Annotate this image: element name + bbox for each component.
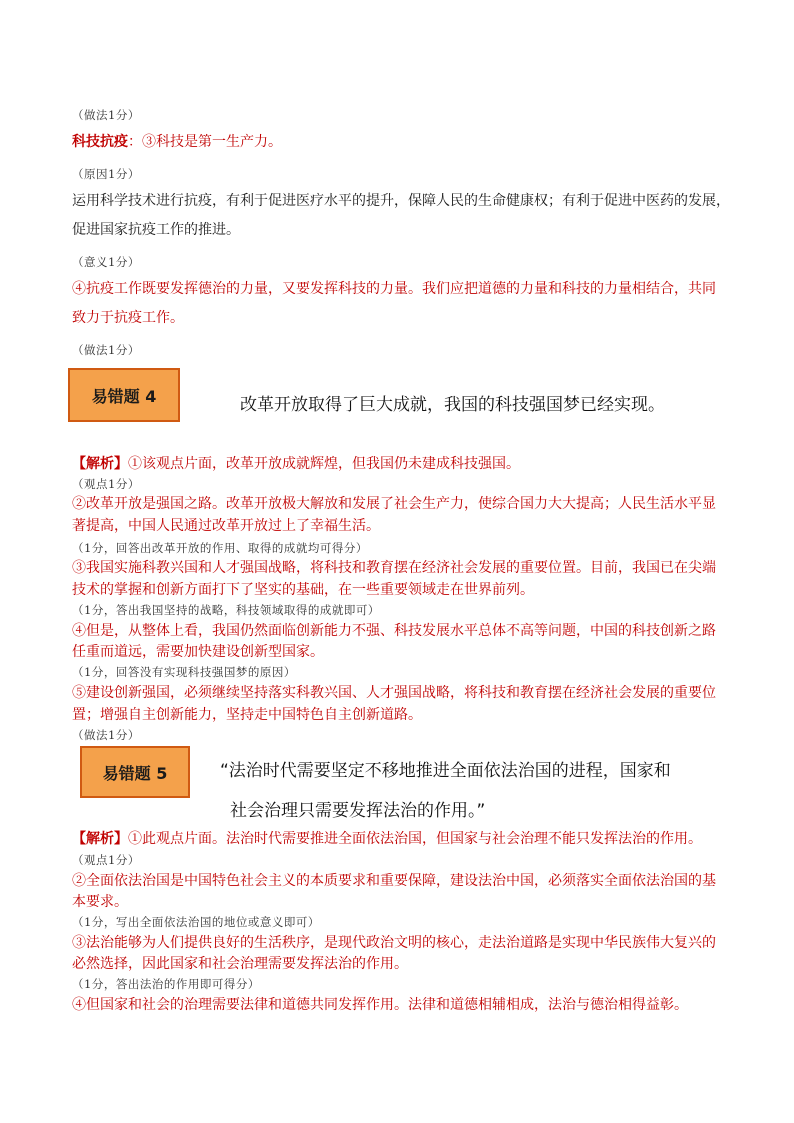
sci-point: ③科技是第一生产力。: [142, 134, 282, 150]
reason-text-1: 运用科学技术进行抗疫，有利于促进医疗水平的提升，保障人民的生命健康权；有利于促进中医药的发展，: [72, 193, 730, 209]
analysis-tag: 【解析】: [72, 831, 128, 847]
method-note: （做法1分）: [72, 343, 140, 357]
analysis-text: ①此观点片面。法治时代需要推进全面依法治国，但国家与社会治理不能只发挥法治的作用。: [128, 831, 702, 847]
sci-label: 科技抗疫: [72, 134, 128, 150]
question-statement-5: 社会治理只需要发挥法治的作用。”: [230, 801, 486, 821]
analysis-text: ②全面依法治国是中国特色社会主义的本质要求和重要保障，建设法治中国，必须落实全面依法治国的基: [72, 873, 716, 889]
score-note: （1分，回答没有实现科技强国梦的原因）: [72, 665, 296, 679]
sci-point-line: [72, 132, 734, 152]
sci-colon: ：: [128, 134, 142, 150]
analysis-line: [72, 829, 734, 849]
question-badge-4: 易错题 4: [68, 368, 180, 422]
analysis-text: 任重而道远，需要加快建设创新型国家。: [72, 644, 324, 660]
analysis-line: [72, 454, 734, 474]
reason-note: （原因1分）: [72, 167, 140, 181]
analysis-text: 本要求。: [72, 894, 128, 910]
meaning-note: （意义1分）: [72, 255, 140, 269]
score-note: （1分，答出我国坚持的战略，科技领域取得的成就即可）: [72, 603, 380, 617]
analysis-text: 置；增强自主创新能力，坚持走中国特色自主创新道路。: [72, 707, 422, 723]
analysis-text: ②改革开放是强国之路。改革开放极大解放和发展了社会生产力，使综合国力大大提高；人民生活水平显: [72, 496, 716, 512]
method-note: （做法1分）: [72, 108, 140, 122]
reason-text-2: 促进国家抗疫工作的推进。: [72, 222, 240, 238]
score-note: （观点1分）: [72, 853, 140, 867]
score-note: （做法1分）: [72, 728, 140, 742]
score-note: （1分，答出法治的作用即可得分）: [72, 977, 260, 991]
question-statement-4: 改革开放取得了巨大成就，我国的科技强国梦已经实现。: [240, 395, 665, 415]
question-badge-5: 易错题 5: [80, 746, 190, 798]
analysis-text: ③法治能够为人们提供良好的生活秩序，是现代政治文明的核心，走法治道路是实现中华民族伟大复兴的: [72, 935, 716, 951]
score-note: （观点1分）: [72, 477, 140, 491]
analysis-text: 必然选择，因此国家和社会治理需要发挥法治的作用。: [72, 956, 408, 972]
analysis-text: ①该观点片面，改革开放成就辉煌，但我国仍未建成科技强国。: [128, 456, 520, 472]
analysis-text: 著提高，中国人民通过改革开放过上了幸福生活。: [72, 518, 380, 534]
analysis-text: ③我国实施科教兴国和人才强国战略，将科技和教育摆在经济社会发展的重要位置。目前，我国已在尖端: [72, 560, 716, 576]
analysis-tag: 【解析】: [72, 456, 128, 472]
score-note: （1分，写出全面依法治国的地位或意义即可）: [72, 915, 320, 929]
analysis-text: 技术的掌握和创新方面打下了坚实的基础，在一些重要领域走在世界前列。: [72, 582, 534, 598]
question-statement-5: “法治时代需要坚定不移地推进全面依法治国的进程，国家和: [220, 761, 671, 781]
point4-text-1: ④抗疫工作既要发挥德治的力量，又要发挥科技的力量。我们应把道德的力量和科技的力量相结合，共同: [72, 281, 716, 297]
analysis-text: ④但国家和社会的治理需要法律和道德共同发挥作用。法律和道德相辅相成，法治与德治相得益彰。: [72, 997, 688, 1013]
score-note: （1分，回答出改革开放的作用、取得的成就均可得分）: [72, 541, 368, 555]
point4-text-2: 致力于抗疫工作。: [72, 310, 184, 326]
analysis-text: ⑤建设创新强国，必须继续坚持落实科教兴国、人才强国战略，将科技和教育摆在经济社会发展的重要位: [72, 685, 716, 701]
analysis-text: ④但是，从整体上看，我国仍然面临创新能力不强、科技发展水平总体不高等问题，中国的科技创新之路: [72, 623, 716, 639]
